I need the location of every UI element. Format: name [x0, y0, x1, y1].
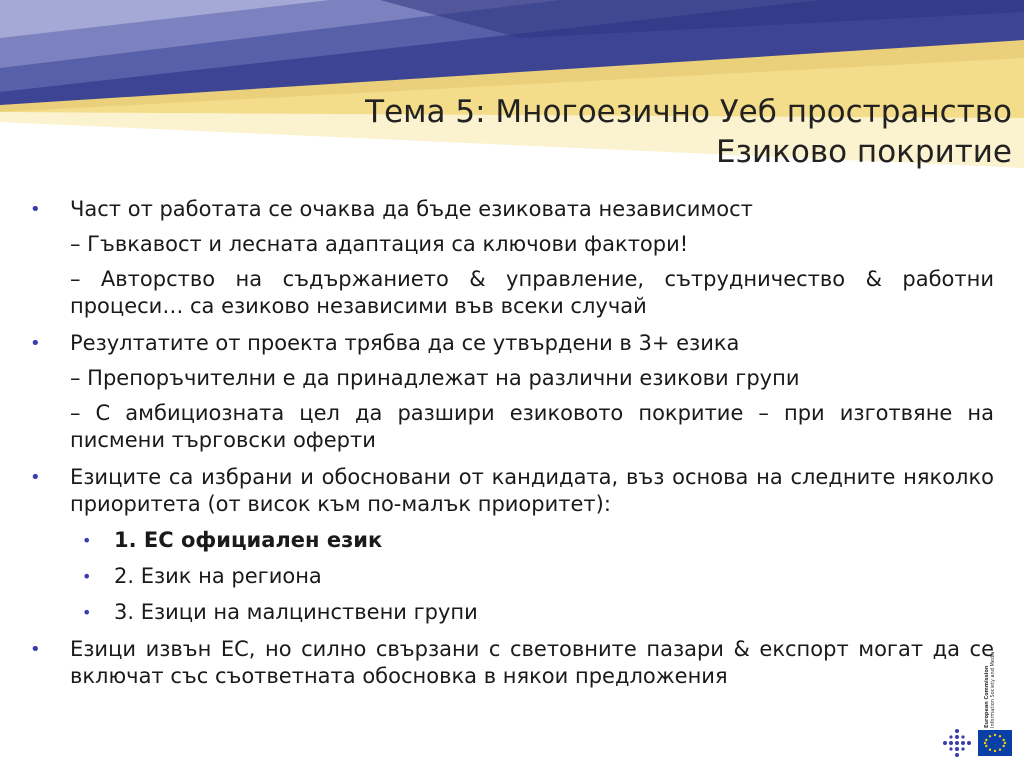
logo-line2: Information Society and Media	[990, 651, 996, 728]
bullet-text: Езици извън ЕС, но силно свързани с световните пазари & експорт могат да се включат със съответната обосновка в някои предложения	[70, 637, 994, 688]
bullet-dot-icon: •	[30, 467, 41, 488]
bullet-dot-icon: •	[82, 603, 92, 622]
sub-item	[30, 266, 994, 320]
bullet-text: Част от работата се очаква да бъде езиковата независимост	[70, 197, 753, 221]
priority-item	[30, 527, 994, 554]
bullet-item	[30, 636, 994, 690]
sub-item	[30, 365, 994, 392]
sub-item-text: – Препоръчителни е да принадлежат на различни езикови групи	[70, 366, 800, 390]
dots-logo-icon	[942, 728, 972, 758]
bullet-dot-icon: •	[82, 531, 92, 550]
bullet-text: Резултатите от проекта трябва да се утвърдени в 3+ езика	[70, 331, 740, 355]
priority-text: 1. ЕС официален език	[114, 528, 383, 552]
slide-title: Тема 5: Многоезично Уеб пространство	[365, 94, 1012, 130]
priority-item	[30, 599, 994, 626]
logo-line1: European Commission	[984, 665, 990, 728]
bullet-item	[30, 330, 994, 357]
bullet-dot-icon: •	[30, 333, 41, 354]
bullet-dot-icon: •	[30, 199, 41, 220]
sub-item-text: – Авторство на съдържанието & управление, сътрудничество & работни процеси… са езиково независими във всеки случай	[70, 267, 994, 318]
sub-item-text: – С амбициозната цел да разшири езиковото покритие – при изготвяне на писмени търговски оферти	[70, 401, 994, 452]
sub-item	[30, 231, 994, 258]
slide-subtitle: Езиково покритие	[715, 134, 1012, 170]
sub-item	[30, 400, 994, 454]
bullet-item	[30, 464, 994, 518]
bullet-dot-icon: •	[30, 639, 41, 660]
eu-flag-icon	[978, 730, 1012, 756]
title-block	[365, 92, 1012, 172]
bullet-item	[30, 196, 994, 223]
bullet-dot-icon: •	[82, 567, 92, 586]
eu-logo-text	[983, 636, 995, 728]
slide-body	[30, 186, 994, 690]
sub-item-text: – Гъвкавост и лесната адаптация са ключови фактори!	[70, 232, 689, 256]
priority-text: 3. Езици на малцинствени групи	[114, 600, 478, 624]
priority-text: 2. Език на региона	[114, 564, 322, 588]
priority-item	[30, 563, 994, 590]
bullet-text: Езиците са избрани и обосновани от кандидата, въз основа на следните няколко приоритета (от висок към по-малък приоритет):	[70, 465, 994, 516]
